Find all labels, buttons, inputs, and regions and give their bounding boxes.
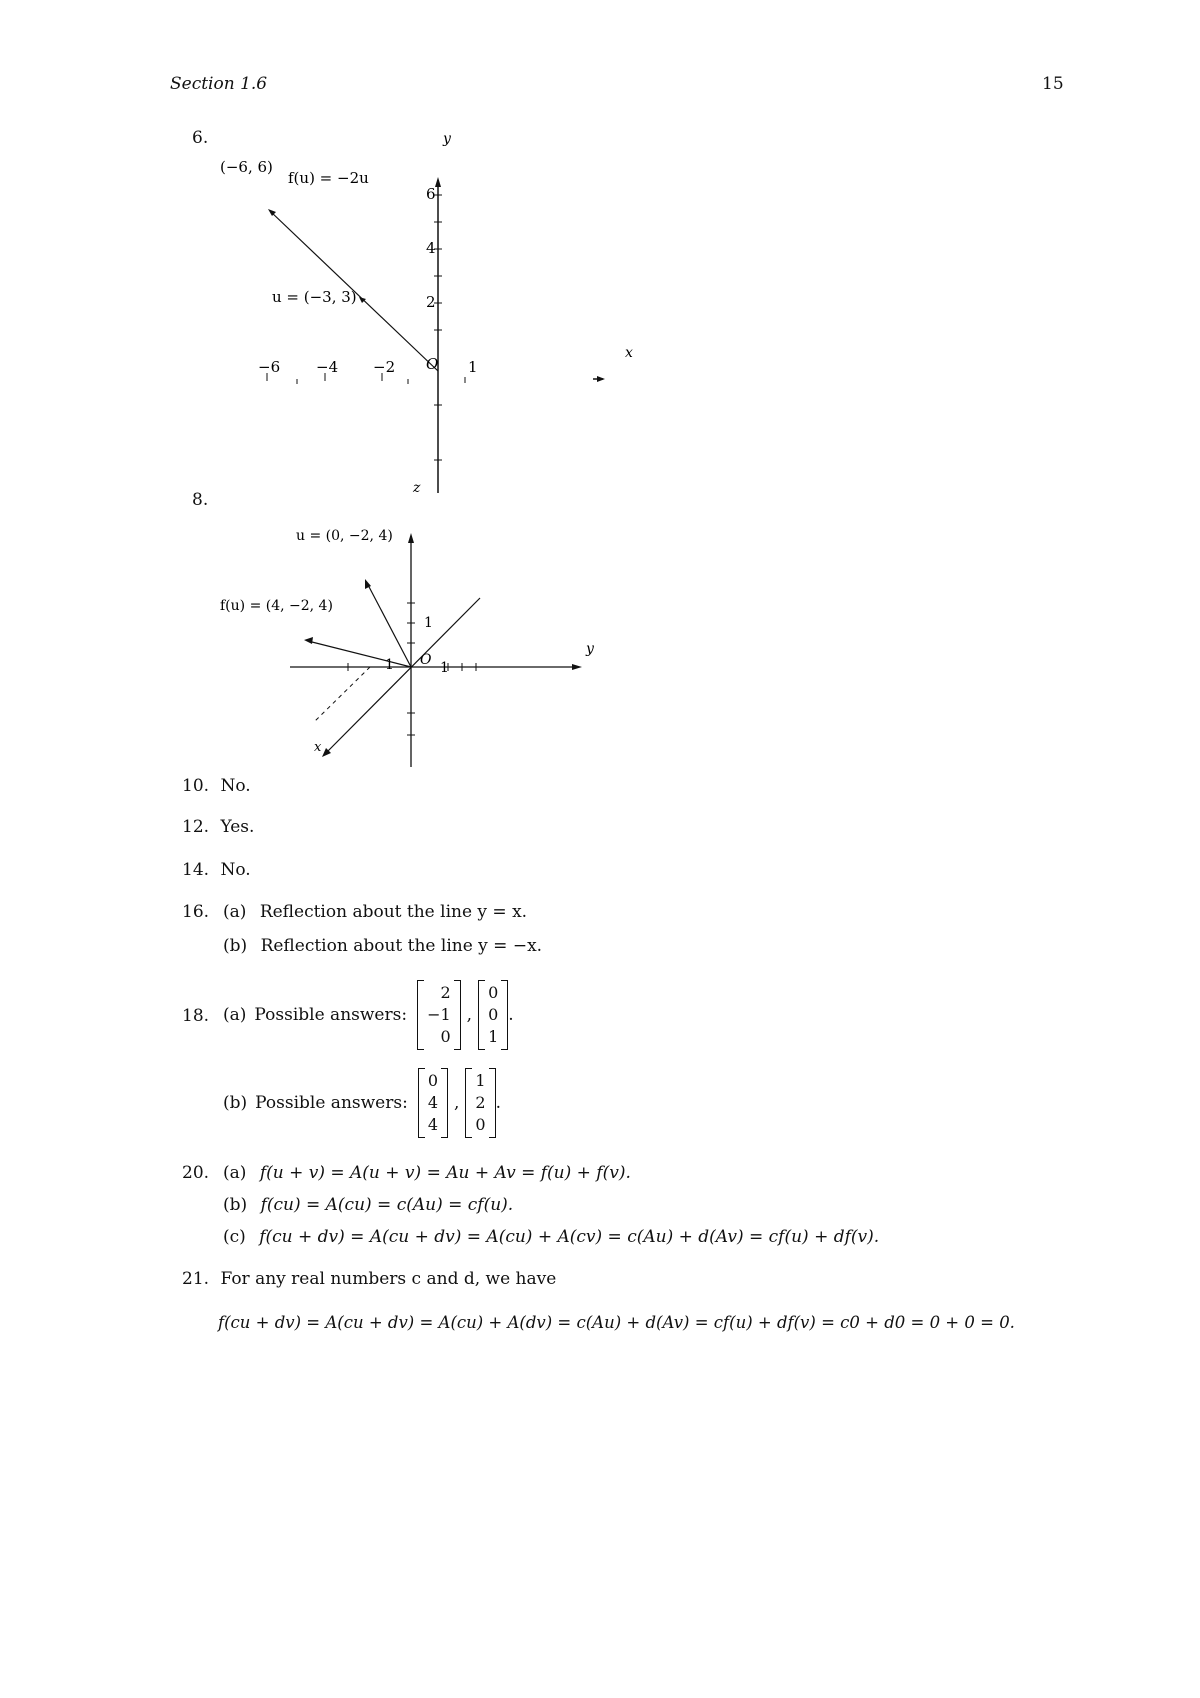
vector-matrix xyxy=(465,1068,495,1138)
problem-16b xyxy=(223,936,542,956)
section-header: Section 1.6 xyxy=(170,74,268,94)
problem-20-number: 20. xyxy=(182,1163,210,1183)
y-tick-label-neg: 1 xyxy=(385,657,394,673)
matrix-entry: 4 xyxy=(427,1115,438,1134)
y-axis-label: y xyxy=(586,641,594,657)
problem-18b: (b) Possible answers: 0 4 4 , 1 2 0 . xyxy=(223,1068,501,1138)
page-number: 15 xyxy=(1042,74,1064,94)
matrix-entry: 0 xyxy=(440,1027,451,1046)
part-label: (b) xyxy=(223,1093,248,1113)
problem-number: 10. xyxy=(182,776,210,796)
problem-18a: (a) Possible answers: 2 −1 0 , 0 0 1 . xyxy=(223,980,514,1050)
problem-number: 12. xyxy=(182,817,210,837)
figure-8-graph xyxy=(200,480,620,770)
vector-fu xyxy=(308,641,411,667)
part-label: (b) xyxy=(223,1195,248,1215)
y-axis-label: y xyxy=(443,131,451,147)
part-text: Reflection about the line y = −x. xyxy=(260,936,543,956)
y-tick-label: 4 xyxy=(426,239,436,257)
matrix-entry: 1 xyxy=(488,1027,499,1046)
part-text: Possible answers: xyxy=(254,1005,408,1025)
x-axis-label: x xyxy=(314,740,322,755)
y-axis-arrow xyxy=(435,177,441,187)
figure-6-graph xyxy=(200,125,640,495)
problem-text: For any real numbers c and d, we have xyxy=(220,1269,557,1289)
fu-label: f(u) = (4, −2, 4) xyxy=(220,598,333,614)
func-label: f(u) = −2u xyxy=(288,169,369,187)
part-label: (b) xyxy=(223,936,248,956)
part-label: (a) xyxy=(223,902,247,922)
problem-8-number: 8. xyxy=(192,490,209,510)
z-tick-label: 1 xyxy=(424,615,433,631)
y-tick-label: 6 xyxy=(426,185,436,203)
problem-21-equation: f(cu + dv) = A(cu + dv) = A(cu) + A(dv) = c(Au) + d(Av) = cf(u) + df(v) = c0 + d0 = 0 + 0 = 0. xyxy=(218,1313,1015,1332)
problem-21 xyxy=(182,1269,556,1289)
u-label: u = (0, −2, 4) xyxy=(296,528,393,544)
x-tick-label: −6 xyxy=(258,358,281,376)
x-axis xyxy=(326,598,480,753)
matrix-entry: 0 xyxy=(488,983,499,1002)
x-tick-label: 1 xyxy=(468,358,478,376)
z-axis-label: z xyxy=(413,480,421,496)
matrix-entry: 2 xyxy=(440,983,451,1002)
x-axis-arrowhead xyxy=(597,376,605,382)
problem-14 xyxy=(182,860,251,880)
problem-18-number: 18. xyxy=(182,1006,210,1026)
y-tick-label-pos: 1 xyxy=(440,660,449,676)
problem-answer: No. xyxy=(220,860,251,880)
problem-6-number: 6. xyxy=(192,128,209,148)
matrix-entry: 2 xyxy=(475,1093,486,1112)
vector-matrix xyxy=(418,1068,448,1138)
problem-20c xyxy=(223,1227,879,1247)
part-text: Reflection about the line y = x. xyxy=(259,902,528,922)
problem-16a xyxy=(223,902,527,922)
x-axis-label: x xyxy=(625,345,633,361)
z-axis-arrow xyxy=(408,533,414,543)
y-tick-label: 2 xyxy=(426,293,436,311)
vector-u xyxy=(367,583,411,667)
x-tick-label: −2 xyxy=(373,358,396,376)
part-label: (a) xyxy=(223,1163,247,1183)
origin-label: O xyxy=(426,355,439,373)
problem-20a xyxy=(223,1163,631,1183)
matrix-entry: 0 xyxy=(427,1071,438,1090)
y-axis-arrow xyxy=(572,664,582,670)
part-text: f(cu) = A(cu) = c(Au) = cf(u). xyxy=(260,1195,514,1215)
matrix-entry: 1 xyxy=(475,1071,486,1090)
vector-matrix xyxy=(417,980,461,1050)
matrix-entry: 0 xyxy=(475,1115,486,1134)
part-text: Possible answers: xyxy=(255,1093,408,1113)
matrix-entry: −1 xyxy=(427,1005,451,1024)
point-label-fu: (−6, 6) xyxy=(220,158,273,176)
matrix-entry: 4 xyxy=(427,1093,438,1112)
problem-number: 21. xyxy=(182,1269,210,1289)
x-tick-label: −4 xyxy=(316,358,339,376)
problem-number: 14. xyxy=(182,860,210,880)
origin-label: O xyxy=(420,652,432,668)
problem-16-number: 16. xyxy=(182,902,210,922)
part-text: f(cu + dv) = A(cu + dv) = A(cu) + A(cv) = c(Au) + d(Av) = cf(u) + df(v). xyxy=(259,1227,880,1247)
matrix-entry: 0 xyxy=(488,1005,499,1024)
part-text: f(u + v) = A(u + v) = Au + Av = f(u) + f(v). xyxy=(259,1163,631,1183)
problem-answer: Yes. xyxy=(220,817,255,837)
vector-u-arrowhead xyxy=(365,579,371,589)
dashed-guide xyxy=(313,667,370,723)
part-label: (a) xyxy=(223,1005,247,1025)
u-label: u = (−3, 3) xyxy=(272,288,357,306)
vector-fu-arrowhead xyxy=(304,637,313,644)
problem-20b xyxy=(223,1195,513,1215)
problem-10 xyxy=(182,776,251,796)
problem-answer: No. xyxy=(220,776,251,796)
vector-matrix xyxy=(478,980,508,1050)
problem-12 xyxy=(182,817,254,837)
part-label: (c) xyxy=(223,1227,246,1247)
